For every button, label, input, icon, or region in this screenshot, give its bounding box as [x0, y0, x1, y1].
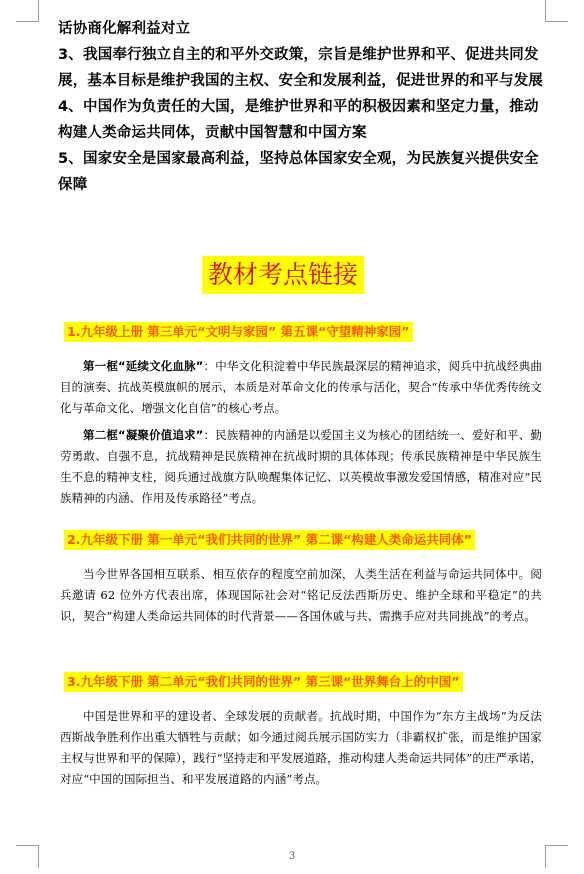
page-number: 3 [288, 851, 296, 862]
paragraph-text: 当今世界各国相互联系、相互依存的程度空前加深，人类生活在利益与命运共同体中。阅兵邀请 62 位外方代表出席，体现国际社会对“铭记反法西斯历史、维护全球和平稳定”的共识，契合“构建人类命运共同体的时代背景——各国休戚与共、需携手应对共同挑战”的考点。 [60, 567, 542, 623]
section-paragraph [60, 356, 542, 419]
key-points-list [58, 16, 558, 198]
paragraph-text: 中国是世界和平的建设者、全球发展的贡献者。抗战时期，中国作为“东方主战场”为反法西斯战争胜利作出重大牺牲与贡献；如今通过阅兵展示国防实力（非霸权扩张，而是维护国家主权与世界和平的保障），践行“坚持走和平发展道路，推动构建人类命运共同体”的庄严承诺，对应“中国的国际担当、和平发展道路的内涵”考点。 [60, 709, 542, 786]
key-point-line: 5、国家安全是国家最高利益，坚持总体国家安全观，为民族复兴提供安全 [58, 151, 539, 167]
key-point-line: 4、中国作为负责任的大国，是维护世界和平的积极因素和坚定力量，推动 [58, 99, 539, 115]
section-paragraph [60, 564, 542, 627]
key-point-line: 3、我国奉行独立自主的和平外交政策，宗旨是维护世界和平、促进共同发 [58, 47, 539, 63]
paragraph-lead: 第二框“凝聚价值追求” [83, 428, 204, 442]
key-point-line: 保障 [58, 177, 88, 193]
paragraph-text: ：中华文化积淀着中华民族最深层的精神追求，阅兵中抗战经典曲目的演奏、抗战英模旗帜的展示，本质是对革命文化的传承与活化，契合“传承中华优秀传统文化与革命文化、增强文化自信”的核心考点。 [60, 359, 542, 415]
section-heading: 2.九年级下册 第一单元“我们共同的世界” 第二课“构建人类命运共同体” [64, 530, 475, 550]
key-point-line: 话协商化解利益对立 [58, 21, 191, 37]
key-point-line: 构建人类命运共同体，贡献中国智慧和中国方案 [58, 125, 367, 141]
section-heading: 3.九年级下册 第二单元“我们共同的世界” 第三课“世界舞台上的中国” [64, 672, 463, 692]
paragraph-lead: 第一框“延续文化血脉” [83, 359, 204, 373]
section-paragraph [60, 706, 542, 790]
banner-title: 教材考点链接 [202, 256, 364, 294]
key-point-line: 展，基本目标是维护我国的主权、安全和发展利益，促进世界的和平与发展 [58, 73, 544, 89]
section-paragraph [60, 425, 542, 509]
paragraph-text: ：民族精神的内涵是以爱国主义为核心的团结统一、爱好和平、勤劳勇敢、自强不息，抗战精神是民族精神在抗战时期的具体体现；传承民族精神是中华民族生生不息的精神支柱，阅兵通过战旗方队唤醒集体记忆、以英模故事激发爱国情感，精准对应“民族精神的内涵、作用及传承路径”考点。 [60, 428, 542, 505]
section-heading: 1.九年级上册 第三单元“文明与家园” 第五课“守望精神家园” [64, 322, 413, 342]
crop-mark-top-left [16, 0, 39, 22]
